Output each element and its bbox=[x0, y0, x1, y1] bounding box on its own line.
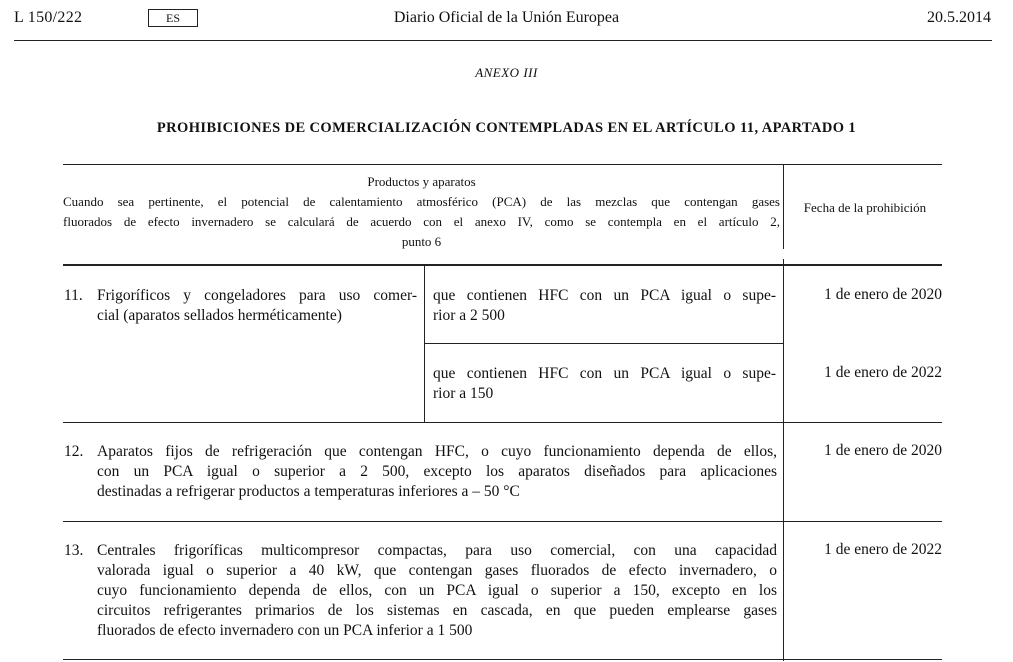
product-line: con un PCA igual o superior a 2 500, excepto los aparatos diseñados para aplicaciones bbox=[97, 463, 777, 480]
product-line: fluorados de efecto invernadero con un PCA inferior a 1 500 bbox=[97, 622, 473, 639]
page-series: L 150/222 bbox=[14, 9, 83, 26]
product-line: destinadas a refrigerar productos a temperaturas inferiores a – 50 °C bbox=[97, 483, 520, 500]
condition-line: rior a 150 bbox=[433, 385, 494, 402]
row-number: 11. bbox=[64, 287, 83, 304]
row13-bottom-rule bbox=[63, 659, 942, 660]
product-line: cuyo funcionamiento dependa de ellos, con un PCA igual o superior a 150, excepto en los bbox=[97, 582, 777, 599]
row11-sub1-text bbox=[433, 286, 776, 326]
condition-line: que contienen HFC con un PCA igual o supe- bbox=[433, 287, 776, 304]
product-line: Centrales frigoríficas multicompresor compactas, para uso comercial, con una capacidad bbox=[97, 542, 777, 559]
header-column-divider bbox=[783, 165, 784, 249]
header-note-line: punto 6 bbox=[401, 234, 442, 249]
journal-title: Diario Oficial de la Unión Europea bbox=[393, 9, 620, 26]
product-line: Aparatos fijos de refrigeración que contengan HFC, o cuyo funcionamiento dependa de ellos, bbox=[97, 443, 777, 460]
row11-sub-divider bbox=[425, 343, 783, 344]
product-line: cial (aparatos sellados herméticamente) bbox=[97, 307, 342, 324]
table-header-products bbox=[63, 172, 780, 252]
table-top-rule bbox=[63, 164, 942, 165]
row11-sub2-date: 1 de enero de 2022 bbox=[824, 364, 942, 381]
row-number: 13. bbox=[64, 542, 84, 559]
document-title: PROHIBICIONES DE COMERCIALIZACIÓN CONTEMPLADAS EN EL ARTÍCULO 11, APARTADO 1 bbox=[156, 120, 857, 136]
row13-date: 1 de enero de 2022 bbox=[824, 541, 942, 558]
row-number: 12. bbox=[64, 443, 84, 460]
publication-date: 20.5.2014 bbox=[927, 9, 991, 26]
row12-date: 1 de enero de 2020 bbox=[824, 442, 942, 459]
row12-date-divider bbox=[783, 422, 784, 521]
header-note-line: fluorados de efecto invernadero se calculará de acuerdo con el anexo IV, como se contempla en el artículo 2, bbox=[63, 214, 780, 229]
condition-line: rior a 2 500 bbox=[433, 307, 505, 324]
annex-label: ANEXO III bbox=[475, 65, 538, 80]
language-badge: ES bbox=[148, 9, 198, 27]
table-row-product bbox=[97, 442, 777, 502]
header-note-line: Cuando sea pertinente, el potencial de calentamiento atmosférico (PCA) de las mezclas que contengan gases bbox=[63, 194, 780, 209]
row11-sub2-text bbox=[433, 364, 776, 404]
product-line: circuitos refrigerantes primarios de los sistemas en cascada, en que pueden emplearse gases bbox=[97, 602, 777, 619]
header-rule bbox=[14, 40, 992, 41]
row12-bottom-rule bbox=[63, 521, 942, 522]
row11-bottom-rule bbox=[63, 422, 942, 423]
table-header-date: Fecha de la prohibición bbox=[803, 200, 927, 215]
header-products-title: Productos y aparatos bbox=[367, 174, 476, 189]
row11-date-divider bbox=[783, 259, 784, 422]
table-row-product bbox=[97, 541, 777, 641]
condition-line: que contienen HFC con un PCA igual o supe- bbox=[433, 365, 776, 382]
table-row-product bbox=[97, 286, 417, 326]
row11-sub1-date: 1 de enero de 2020 bbox=[824, 286, 942, 303]
header-bottom-rule bbox=[63, 264, 942, 266]
product-line: valorada igual o superior a 40 kW, que contengan gases fluorados de efecto invernadero, o bbox=[97, 562, 777, 579]
row13-date-divider bbox=[783, 521, 784, 661]
product-line: Frigoríficos y congeladores para uso comer- bbox=[97, 287, 417, 304]
